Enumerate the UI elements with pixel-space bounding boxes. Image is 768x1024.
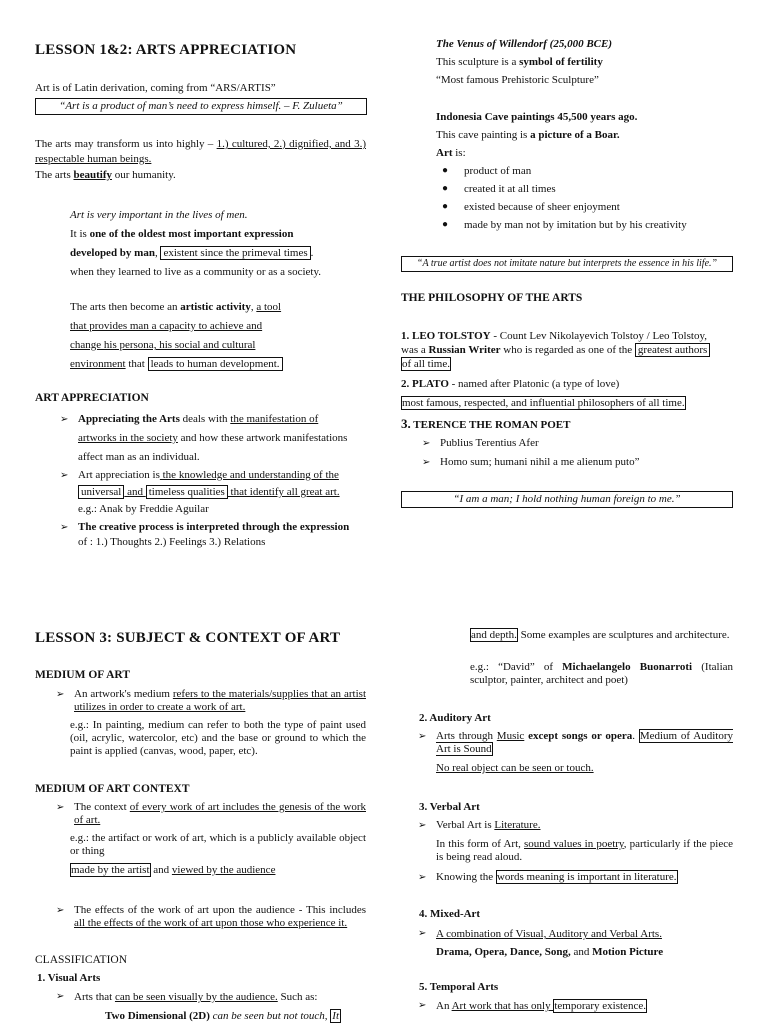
temporal-item: [416, 999, 733, 1014]
context-1e: and: [150, 864, 172, 876]
context-bullet-1: [54, 801, 366, 827]
medium-heading: MEDIUM OF ART: [35, 669, 130, 681]
app1-c: the manifestation of: [230, 413, 319, 425]
app1-e: and how these artwork manifestations: [177, 432, 348, 444]
context-item-2: [54, 904, 366, 930]
tolstoy-c: was a: [401, 344, 429, 356]
activity-1c: ,: [250, 301, 257, 313]
beautify-text-c: our humanity.: [111, 169, 176, 181]
mixed-2c: Motion Picture: [592, 946, 664, 958]
mixed-title: 4. Mixed-Art: [419, 908, 481, 920]
context-2b: all the effects of the work of art upon those who experience it.: [74, 917, 348, 929]
cave-section: [436, 108, 736, 234]
verbal-item: [416, 819, 733, 884]
context-2a: The effects of the work of art upon the audience - This includes: [74, 904, 366, 916]
app2-d: and: [124, 486, 146, 498]
cave-1b: a picture of a Boar.: [530, 129, 620, 141]
context-1c: e.g.: the artifact or work of art, which is a publicly available object or thing: [70, 832, 366, 857]
appreciation-item-3: [58, 520, 370, 550]
app1-b: deals with: [179, 413, 231, 425]
visual-bullet: [54, 990, 366, 1005]
visual-2d-box: It: [332, 1010, 340, 1022]
venus-2: “Most famous Prehistoric Sculpture”: [436, 74, 599, 86]
verbal-bullet-2: [416, 871, 733, 884]
auditory-item: [416, 730, 733, 775]
app3-b: of : 1.) Thoughts 2.) Feelings 3.) Relations: [78, 536, 266, 548]
visual-1a: Arts that: [74, 991, 115, 1003]
visual-1b: can be seen visually by the audience.: [114, 991, 278, 1003]
important-line-2a: It is: [70, 228, 90, 240]
appreciation-item-2: [58, 467, 370, 518]
terence-title-text: TERENCE THE ROMAN POET: [410, 419, 571, 431]
visual-2d-desc: can be seen but not touch,: [209, 1010, 328, 1022]
activity-3: change his persona, his social and cultural: [70, 339, 256, 351]
mixed-2b: and: [570, 946, 593, 958]
tolstoy-e: who is regarded as one of the: [500, 344, 635, 356]
appreciation-list: [58, 410, 370, 550]
venus-section: [401, 35, 736, 89]
terence-quote: “I am a man; I hold nothing human foreign to me.”: [401, 491, 733, 508]
timeless-box: timeless qualities: [146, 485, 228, 499]
context-1a: The context: [74, 801, 130, 813]
important-line-4: when they learned to live as a community or as a society.: [70, 266, 321, 278]
david-a: e.g.: “David” of: [470, 661, 563, 673]
app1-f: affect man as an individual.: [78, 451, 200, 463]
cave-1a: This cave painting is: [436, 129, 531, 141]
auditory-1d: .: [632, 730, 639, 742]
beautify-line: [35, 168, 176, 183]
plato-a: 2. PLATO: [401, 378, 449, 390]
made-by-artist-box: made by the artist: [71, 864, 150, 876]
visual-2d-label: Two Dimensional (2D): [105, 1010, 210, 1022]
lesson-3-title: LESSON 3: SUBJECT & CONTEXT OF ART: [35, 630, 341, 646]
latin-intro: Art is of Latin derivation, coming from “ARS/ARTIS”: [35, 82, 276, 94]
verbal-1e: , particularly if the piece is being read aloud.: [436, 838, 733, 863]
context-1b: of every work of art includes the genesis of the work of art.: [74, 801, 366, 826]
tolstoy-a: 1. LEO TOLSTOY: [401, 330, 491, 342]
context-item-1: [54, 801, 366, 877]
terence-list: [420, 434, 640, 472]
tolstoy-d: Russian Writer: [428, 344, 501, 356]
context-1f: viewed by the audience: [171, 864, 276, 876]
venus-1b: symbol of fertility: [519, 56, 603, 68]
tolstoy-paragraph: [401, 329, 734, 371]
important-paragraph: [70, 206, 370, 282]
art-is-item-3: ● existed because of sheer enjoyment: [436, 198, 736, 216]
temporal-title: 5. Temporal Arts: [419, 981, 499, 993]
transform-paragraph: [35, 137, 366, 167]
app3-a: The creative process is interpreted through the expression: [78, 521, 350, 533]
transform-text: The arts may transform us into highly –: [35, 138, 217, 150]
temporal-bullet: [416, 999, 733, 1014]
activity-1b: artistic activity: [180, 301, 251, 313]
verbal-bullet-1: [416, 819, 733, 832]
verbal-2a: Knowing the: [436, 871, 496, 883]
venus-title: The Venus of Willendorf (25,000 BCE): [436, 38, 613, 50]
verbal-title: 3. Verbal Art: [419, 801, 480, 813]
verbal-1d: sound values in poetry: [524, 838, 624, 850]
important-line-1: Art is very important in the lives of men.: [70, 209, 248, 221]
art-is-b: is:: [452, 147, 466, 159]
mixed-item: [416, 925, 733, 961]
mixed-1: ➢ A combination of Visual, Auditory and Verbal Arts.: [416, 925, 733, 943]
philosophy-heading: THE PHILOSOPHY OF THE ARTS: [401, 292, 583, 304]
depth-paragraph: [470, 629, 733, 642]
important-line-3b: ,: [154, 247, 161, 259]
verbal-1a: Verbal Art is: [436, 819, 495, 831]
auditory-1c: except songs or opera: [524, 730, 633, 742]
activity-paragraph: [70, 298, 370, 374]
appreciation-item-1: [58, 410, 370, 467]
auditory-1b: Music: [496, 730, 525, 742]
terence-item-1: ➢ Publius Terentius Afer: [420, 434, 640, 453]
important-line-2b: one of the oldest most important expression: [89, 228, 294, 240]
plato-paragraph: [401, 375, 734, 413]
medium-bullet: [54, 688, 366, 714]
medium-1c: e.g.: In painting, medium can refer to both the type of paint used (oil, acrylic, watercolor, etc) and the base or ground to which the paint is applied (canvas, wood, paper, etc).: [70, 719, 366, 757]
depth-b: Some examples are sculptures and architecture.: [517, 629, 730, 641]
context-bullet-2: [54, 904, 366, 930]
artist-quote: “A true artist does not imitate nature but interprets the essence in his life.”: [401, 256, 733, 272]
app2-f: that identify all great art.: [227, 486, 340, 498]
auditory-1a: Arts through: [436, 730, 497, 742]
classification-heading: CLASSIFICATION: [35, 954, 128, 966]
all-time-box: of all time.: [402, 358, 450, 370]
app2-g: e.g.: Anak by Freddie Aguilar: [78, 503, 209, 515]
words-meaning-box: words meaning is important in literature.: [496, 871, 677, 883]
zulueta-quote: “Art is a product of man’s need to express himself. – F. Zulueta”: [35, 98, 367, 115]
primeval-times-box: existent since the primeval times: [160, 246, 310, 260]
plato-b: - named after Platonic (a type of love): [448, 378, 620, 390]
visual-arts-item: [54, 990, 366, 1005]
medium-item: [54, 688, 366, 758]
lesson-12-title: LESSON 1&2: ARTS APPRECIATION: [35, 42, 297, 58]
human-development-box: leads to human development.: [148, 357, 283, 371]
art-is-a: Art: [436, 147, 453, 159]
visual-arts-title: 1. Visual Arts: [37, 972, 101, 984]
david-c: (Italian sculptor, painter, architect and poet): [470, 661, 734, 686]
art-appreciation-heading: ART APPRECIATION: [35, 392, 149, 404]
transform-underlined: 1.) cultured, 2.) dignified, and 3.) respectable human beings.: [35, 138, 366, 165]
activity-4a: environment: [70, 358, 126, 370]
app1-d: artworks in the society: [78, 432, 178, 444]
david-b: Michaelangelo Buonarroti: [562, 661, 693, 673]
auditory-bullet: [416, 730, 733, 756]
verbal-1c: In this form of Art,: [436, 838, 525, 850]
verbal-1b: Literature.: [494, 819, 541, 831]
mixed-2a: Drama, Opera, Dance, Song,: [436, 946, 571, 958]
beautify-word: beautify: [73, 169, 112, 181]
activity-4b: that: [125, 358, 148, 370]
greatest-authors-box: greatest authors: [635, 343, 710, 357]
medium-1b: refers to the materials/supplies that an artist utilizes in order to create a work of art.: [74, 688, 366, 713]
art-is-item-4: ● made by man not by imitation but by his creativity: [436, 216, 736, 234]
context-heading: MEDIUM OF ART CONTEXT: [35, 783, 190, 795]
app1-a: Appreciating the Arts: [78, 413, 180, 425]
temporal-1b: Art work that has only: [451, 1000, 554, 1012]
temporary-existence-box: temporary existence.: [554, 1000, 646, 1012]
app2-b: the knowledge and understanding of the: [159, 469, 339, 481]
art-is-item-1: ● product of man: [436, 162, 736, 180]
app2-a: Art appreciation is: [78, 469, 160, 481]
terence-title: [401, 415, 570, 433]
auditory-sound-box: Medium of Auditory Art is Sound: [436, 730, 733, 755]
auditory-2: No real object can be seen or touch.: [436, 762, 594, 774]
visual-2d-line: [105, 1009, 369, 1024]
tolstoy-b: - Count Lev Nikolayevich Tolstoy / Leo Tolstoy,: [490, 330, 707, 342]
depth-box: and depth.: [471, 629, 517, 641]
important-line-3d: .: [310, 247, 314, 259]
medium-1a: An artwork's medium: [74, 688, 173, 700]
venus-1a: This sculpture is a: [436, 56, 520, 68]
beautify-text-a: The arts: [35, 169, 74, 181]
art-is-item-2: ● created it at all times: [436, 180, 736, 198]
temporal-1a: An: [436, 1000, 452, 1012]
philosophers-box: most famous, respected, and influential philosophers of all time.: [402, 397, 685, 409]
terence-num: 3.: [401, 416, 411, 431]
activity-1a: The arts then become an: [70, 301, 181, 313]
activity-1d: a tool: [256, 301, 282, 313]
terence-item-2: ➢ Homo sum; humani nihil a me alienum puto”: [420, 453, 640, 472]
universal-box: universal: [78, 485, 124, 499]
auditory-title: 2. Auditory Art: [419, 712, 491, 724]
visual-1c: Such as:: [277, 991, 318, 1003]
cave-title: Indonesia Cave paintings 45,500 years ago.: [436, 111, 638, 123]
activity-2: that provides man a capacity to achieve and: [70, 320, 263, 332]
david-paragraph: [470, 661, 733, 687]
important-line-3a: developed by man: [70, 247, 155, 259]
